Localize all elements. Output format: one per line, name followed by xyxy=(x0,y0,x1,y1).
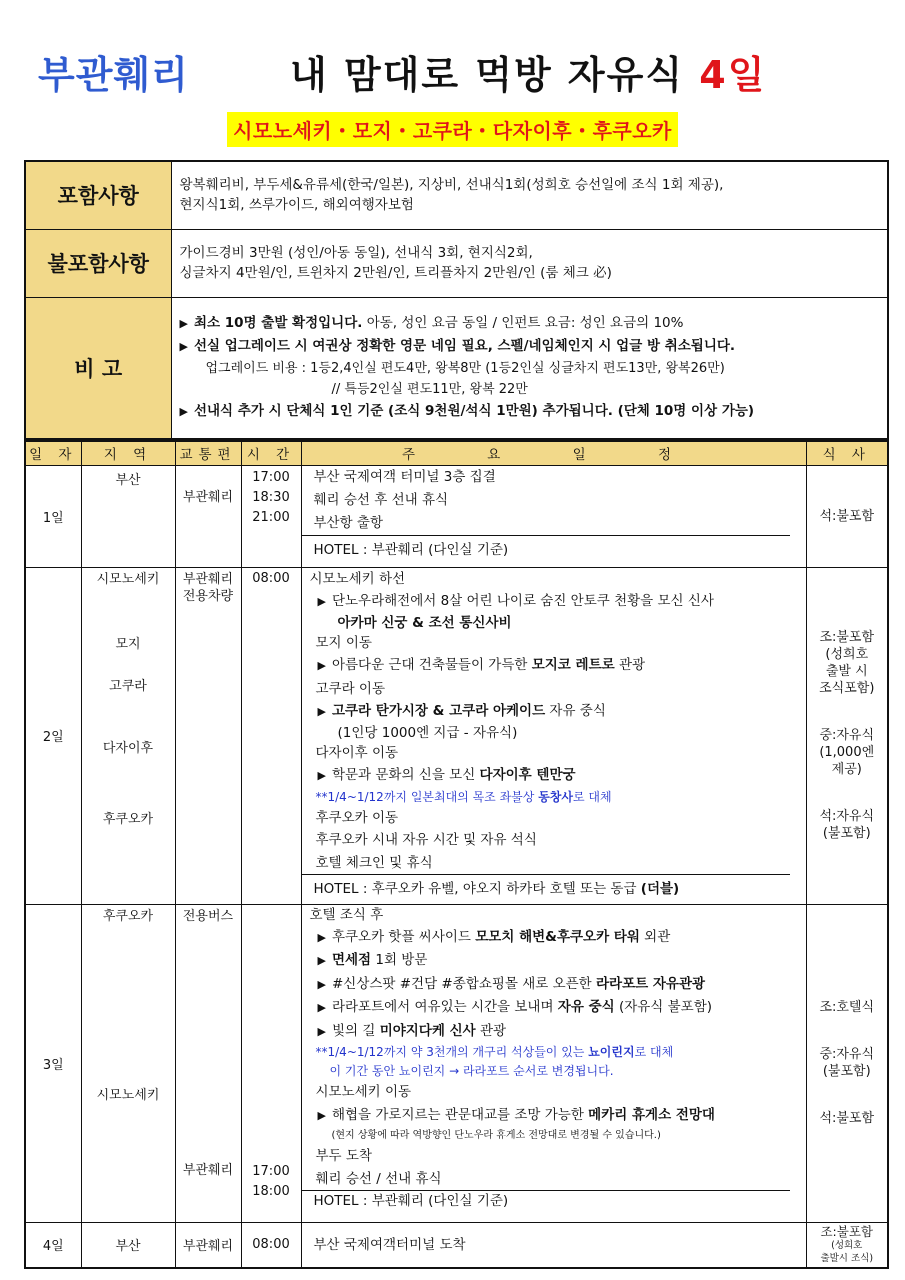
day1-times: 17:00 18:30 21:00 xyxy=(241,465,301,567)
day1-hotel: HOTEL : 부관훼리 (다인실 기준) xyxy=(302,535,790,564)
info-table xyxy=(24,160,889,440)
note-2: ▶ 선실 업그레이드 시 여권상 정확한 영문 네임 필요, 스펠/네임체인지 시 업글 방 취소됩니다. xyxy=(179,338,736,355)
day1-meal: 석:불포함 xyxy=(806,465,888,567)
day3-label: 3일 xyxy=(25,904,81,1222)
route-banner xyxy=(0,112,905,147)
day2-time: 08:00 xyxy=(241,567,301,904)
excluded-content: 가이드경비 3만원 (성인/아동 동일), 선내식 3회, 현지식2회, 싱글차지 4만원/인, 트윈차지 2만원/인, 트리플차지 2만원/인 (룸 체크 必) xyxy=(171,229,888,297)
header-meal: 식 사 xyxy=(806,441,888,465)
note-2-sub2: // 특등2인실 편도11만, 왕복 22만 xyxy=(331,382,528,398)
included-label: 포함사항 xyxy=(25,161,171,229)
day4-label: 4일 xyxy=(25,1222,81,1268)
day1-row xyxy=(25,465,888,567)
day4-time: 08:00 xyxy=(241,1222,301,1268)
day3-transport: 전용버스 부관훼리 xyxy=(175,904,241,1222)
day4-meal: 조:불포함 (성희호 출발시 조식) xyxy=(806,1222,888,1268)
note-2-sub1: 업그레이드 비용 : 1등2,4인실 편도4만, 왕복8만 (1등2인실 싱글차지 편도13만, 왕복26만) xyxy=(205,361,725,377)
included-content: 왕복훼리비, 부두세&유류세(한국/일본), 지상비, 선내식1회(성희호 승선일에 조식 1회 제공), 현지식1회, 쓰루가이드, 해외여행자보험 xyxy=(171,161,888,229)
day4-row xyxy=(25,1222,888,1268)
day2-row xyxy=(25,567,888,904)
day3-row xyxy=(25,904,888,1222)
note-3: ▶ 선내식 추가 시 단체식 1인 기준 (조식 9천원/석식 1만원) 추가됩니다. (단체 10명 이상 가능) xyxy=(179,403,755,420)
header-day: 일 자 xyxy=(25,441,81,465)
day1-label: 1일 xyxy=(25,465,81,567)
brand-name: 부관훼리 xyxy=(38,53,189,97)
day4-itinerary: 부산 국제여객터미널 도착 xyxy=(301,1222,806,1268)
day2-hotel: HOTEL : 후쿠오카 유벨, 야오지 하카타 호텔 또는 동급 (더블) xyxy=(302,874,790,903)
note-content xyxy=(171,297,888,439)
day4-location: 부산 xyxy=(81,1222,175,1268)
day2-meal: 조:불포함 (성희호 출발 시 조식포함) 중:자유식 (1,000엔 제공) 석:자유식 (불포함) xyxy=(806,567,888,904)
day1-itinerary: 부산 국제여객 터미널 3층 집결 훼리 승선 후 선내 휴식 부산항 출항 HOTEL : 부관훼리 (다인실 기준) xyxy=(301,465,806,567)
header-time: 시 간 xyxy=(241,441,301,465)
excluded-label: 불포함사항 xyxy=(25,229,171,297)
day2-itinerary: 시모노세키 하선 ▶ 단노우라해전에서 8살 어린 나이로 숨진 안토쿠 천황을 모신 신사 아카마 신궁 & 조선 통신사비 모지 이동 ▶ 아름다운 근대 건축물들이 가득한 모지코 레트로 관광 고쿠라 이동 ▶ 고쿠라 탄가시장 & 고쿠라 아케이드 자유 중식 (1인당 1000엔 지급 - 자유식) 다자이후 이동 ▶ 학문과 문화의 신을 모신 다자이후 텐만궁 **1/4~1/12까지 일본최대의 목조 좌불상 동창사로 대체 후쿠오카 이동 후쿠오카 시내 자유 시간 및 자유 석식 호텔 체크인 및 휴식 HOTEL : 후쿠오카 유벨, 야오지 하카타 호텔 또는 동급 (더블) xyxy=(301,567,806,904)
note-1: ▶ 최소 10명 출발 확정입니다. 아동, 성인 요금 동일 / 인펀트 요금: 성인 요금의 10% xyxy=(179,315,684,332)
day3-locations: 후쿠오카 시모노세키 xyxy=(81,904,175,1222)
day3-hotel: HOTEL : 부관훼리 (다인실 기준) xyxy=(302,1190,790,1211)
day2-transport: 부관훼리 전용차량 xyxy=(175,567,241,904)
page-title xyxy=(38,40,868,100)
header-itinerary: 주 요 일 정 xyxy=(301,441,806,465)
day2-label: 2일 xyxy=(25,567,81,904)
day3-times: 17:00 18:00 xyxy=(241,904,301,1222)
day1-location: 부산 xyxy=(81,465,175,567)
day2-locations: 시모노세키 모지 고쿠라 다자이후 후쿠오카 xyxy=(81,567,175,904)
tour-days: 4일 xyxy=(699,53,767,97)
day4-transport: 부관훼리 xyxy=(175,1222,241,1268)
day3-meal: 조:호텔식 중:자유식 (불포함) 석:불포함 xyxy=(806,904,888,1222)
note-label: 비 고 xyxy=(25,297,171,439)
tour-title: 내 맘대로 먹방 자유식 4일 xyxy=(290,53,767,97)
schedule-table xyxy=(24,440,889,1269)
header-location: 지 역 xyxy=(81,441,175,465)
day1-transport: 부관훼리 xyxy=(175,465,241,567)
day3-itinerary: 호텔 조식 후 ▶ 후쿠오카 핫플 씨사이드 모모치 해변&후쿠오카 타워 외관 ▶ 면세점 1회 방문 ▶ #신상스팟 #건담 #종합쇼핑몰 새로 오픈한 라라포트 자유관광 ▶ 라라포트에서 여유있는 시간을 보내며 자유 중식 (자유식 불포함) ▶ 빛의 길 미야지다케 신사 관광 **1/4~1/12까지 약 3천개의 개구리 석상들이 있는 뇨이린지로 대체 이 기간 동안 뇨이린지 → 라라포트 순서로 변경됩니다. 시모노세키 이동 ▶ 해협을 가로지르는 관문대교를 조망 가능한 메카리 휴게소 전망대 (현지 상황에 따라 역방향인 단노우라 휴게소 전망대로 변경될 수 있습니다.) 부두 도착 훼리 승선 / 선내 휴식 HOTEL : 부관훼리 (다인실 기준) xyxy=(301,904,806,1222)
schedule-header-row xyxy=(25,441,888,465)
route-text: 시모노세키・모지・고쿠라・다자이후・후쿠오카 xyxy=(227,112,678,147)
header-transport: 교통편 xyxy=(175,441,241,465)
